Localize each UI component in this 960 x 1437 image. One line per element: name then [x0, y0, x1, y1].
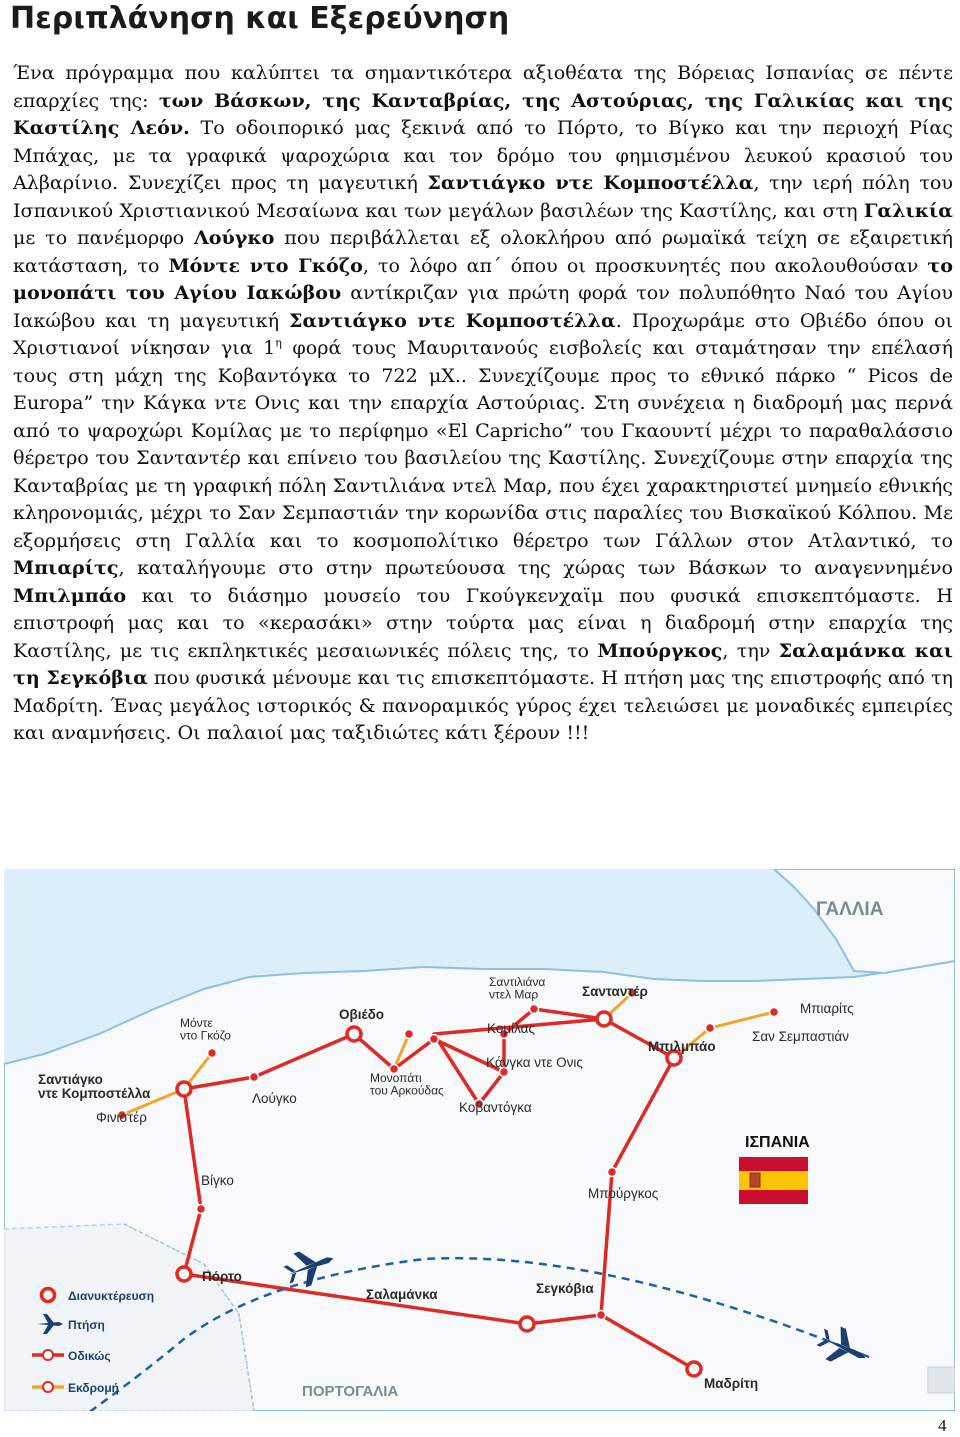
- overnight-ring-icon: [177, 1082, 191, 1096]
- overnight-ring-icon: [42, 1289, 55, 1302]
- intro-paragraph: [13, 59, 953, 747]
- text-run: αντίκριζαν για πρώτη φορά τον πολυπόθητο Ναό του Αγίου Ιακώβου και τη μαγευτική: [13, 281, 953, 332]
- city-label-comillas: Κομίλας: [487, 1021, 535, 1036]
- city-label-san-sebastian: Σαν Σεμπαστιάν: [752, 1029, 849, 1044]
- country-label-spain: ΙΣΠΑΝΙΑ: [745, 1134, 810, 1151]
- city-label-porto: Πόρτο: [202, 1269, 242, 1284]
- overnight-ring-icon: [520, 1317, 534, 1331]
- city-label-burgos: Μπούργκος: [588, 1186, 659, 1201]
- text-run: . Προχωράμε στο Οβιέδο όπου οι Χριστιανοί νίκησαν για 1: [13, 308, 954, 359]
- city-label-biarritz: Μπιαρίτς: [800, 1001, 854, 1016]
- overnight-ring-icon: [687, 1362, 701, 1376]
- country-label-france: ΓΑΛΛΙΑ: [816, 899, 884, 920]
- city-label-lugo: Λούγκο: [252, 1091, 297, 1106]
- text-run: φορά τους Μαυριτανούς εισβολείς και σταμάτησαν την επέλασή τους στη μάχη της Κοβαντόγκα το 722 μΧ.. Συνεχίζουμε προς το εθνικό πάρκο “ Picos de Europa” την Κάγκα ντε Ονις και την επαρχία Αστούριας. Στη συνέχεια η διαδρομή μας περνά από το ψαροχώρι Κομίλας με το περίφημο «El Capricho” του Γκαουντί μέχρι το παραθαλάσσιο θέρετρο του Σανταντέρ και επίνειο του βασιλείου της Καστίλης. Συνεχίζουμε στην επαρχία της Κανταβρίας με τη γραφική πόλη Σαντιλιάνα ντελ Μαρ, που έχει χαρακτηριστεί μνημείο εθνικής κληρονομιάς, μέχρι το Σαν Σεμπαστιάν την κορωνίδα στις παραλίες του Βισκαϊκού Κόλπου. Με εξορμήσεις στη Γαλλία και το κοσμοπολίτικο θέρετρο των Γάλλων στον Ατλαντικό, το: [13, 336, 953, 552]
- legend-route: Οδικώς: [68, 1349, 111, 1363]
- bold-phrase: Σαντιάγκο ντε Κομποστέλλα: [289, 308, 616, 332]
- route-map: [4, 869, 955, 1411]
- city-label-santander: Σανταντέρ: [582, 984, 648, 999]
- superscript: η: [275, 336, 282, 350]
- bold-phrase: Μπούργκος: [597, 638, 723, 662]
- city-label-madrid: Μαδρίτη: [704, 1376, 759, 1391]
- bold-phrase: Γαλικία: [863, 198, 953, 222]
- country-label-portugal: ΠΟΡΤΟΓΑΛΙΑ: [302, 1383, 399, 1400]
- city-label-santillana: Σαντιλιάνα ντελ Μαρ: [489, 975, 546, 1002]
- city-label-salamanca: Σαλαμάνκα: [366, 1287, 438, 1302]
- city-label-santiago: Σαντιάγκο ντε Κομποστέλλα: [38, 1072, 151, 1102]
- bold-phrase: Μπιλμπάο: [13, 583, 127, 607]
- city-label-cangas: Κάνγκα ντε Ονις: [486, 1055, 583, 1070]
- city-label-bilbao: Μπιλμπάο: [648, 1039, 716, 1054]
- text-run: και το διάσημο μουσείο του Γκούγκενχαϊμ που φυσικά επισκεπτόμαστε. Η επιστροφή μας και το «κερασάκι» στην τούρτα μας είναι η διαδρομή στην επαρχία της Καστίλης, με τις εκπληκτικές μεσαιωνικές πόλεις της, το: [13, 583, 953, 662]
- spain-flag-icon: [739, 1157, 808, 1204]
- bold-phrase: των Βάσκων, της Κανταβρίας, της Αστούριας, της Γαλικίας και της Καστίλης Λεόν.: [13, 88, 953, 139]
- text-run: , καταλήγουμε στο στην πρωτεύουσα της χώρας των Βάσκων το αναγεννημένο: [118, 556, 953, 579]
- corner-badge: [928, 1367, 955, 1393]
- bold-phrase: Λούγκο: [193, 226, 275, 249]
- text-run: Το οδοιπορικό μας ξεκινά από το Πόρτο, το Βίγκο και την περιοχή Ρίας Μπάχας, με τα γραφικά ψαροχώρια και τον δρόμο του φημισμένου λευκού κρασιού του Αλβαρίνιο. Συνεχίζει προς τη μαγευτική: [13, 116, 953, 194]
- text-run: με το πανέμορφο: [13, 226, 194, 249]
- overnight-ring-icon: [597, 1012, 611, 1026]
- text-run: , την: [722, 638, 779, 662]
- text-run: Ένα πρόγραμμα που καλύπτει τα σημαντικότερα αξιοθέατα της Βόρειας Ισπανίας σε πέντε επαρχίες της:: [13, 61, 953, 112]
- city-label-monte-gozo: Μόντε ντο Γκόζο: [180, 1016, 231, 1043]
- city-label-segovia: Σεγκόβια: [536, 1281, 594, 1296]
- city-label-oviedo: Οβιέδο: [339, 1007, 385, 1022]
- bold-phrase: Σαντιάγκο ντε Κομποστέλλα: [427, 171, 754, 194]
- legend-excursion: Εκδρομή: [68, 1381, 119, 1395]
- legend-flight: Πτήση: [68, 1318, 105, 1332]
- overnight-ring-icon: [177, 1267, 191, 1281]
- overnight-ring-icon: [347, 1027, 361, 1041]
- bold-phrase: Μπιαρίτς: [13, 556, 119, 579]
- page-heading: Περιπλάνηση και Εξερεύνηση: [10, 1, 510, 36]
- city-label-covadonga: Κοβαντόγκα: [459, 1100, 532, 1115]
- bold-phrase: το μονοπάτι του Αγίου Ιακώβου: [13, 253, 953, 304]
- text-run: που φυσικά μένουμε και τις επισκεπτόμαστε. Η πτήση μας της επιστροφής από τη Μαδρίτη. Ένας μεγάλος ιστορικός & πανοραμικός γύρος έχει τελειώσει με μοναδικές εμπειρίες και αναμνήσεις. Οι παλαιοί μας ταξιδιώτες κάτι ξέρουν !!!: [13, 666, 953, 744]
- city-label-arcos: Μονοπάτι του Αρκούδας: [370, 1071, 444, 1098]
- legend-overnight: Διανυκτέρευση: [68, 1289, 155, 1303]
- bold-phrase: Σαλαμάνκα και τη Σεγκόβια: [13, 638, 953, 689]
- text-run: , το λόφο απ΄ όπου οι προσκυνητές που ακολουθούσαν: [362, 253, 928, 277]
- text-run: που περιβάλλεται εξ ολοκλήρου από ρωμαϊκά τείχη σε εξαιρετική κατάσταση, το: [13, 226, 953, 277]
- city-label-vigo: Βίγκο: [201, 1173, 234, 1188]
- text-run: , την ιερή πόλη του Ισπανικού Χριστιανικού Μεσαίωνα και των μεγάλων βασιλέων της Καστίλης, και στη: [13, 171, 953, 222]
- city-label-finisterre: Φινιστέρ: [96, 1110, 147, 1125]
- page-number: 4: [938, 1416, 947, 1435]
- bold-phrase: Μόντε ντο Γκόζο: [168, 253, 363, 277]
